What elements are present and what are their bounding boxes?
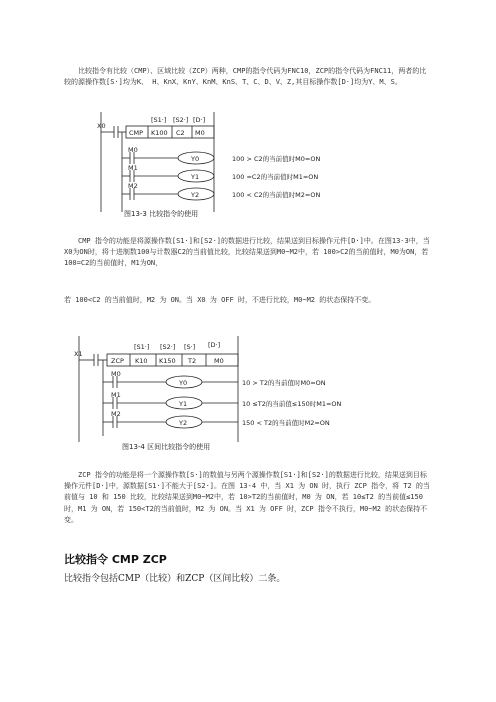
instr-k10: K10 — [135, 357, 148, 365]
instr-t2: T2 — [188, 357, 197, 365]
coil-y0-zcp: Y0 — [179, 379, 188, 387]
s2-label: [S2·] — [173, 116, 189, 124]
coil-y0: Y0 — [191, 155, 200, 163]
contact-m1-zcp: M1 — [111, 391, 121, 399]
coil-y1-zcp: Y1 — [179, 400, 188, 408]
s2-label-zcp: [S2·] — [160, 343, 176, 351]
contact-m2: M2 — [128, 182, 138, 190]
contact-m0: M0 — [128, 146, 138, 154]
s-label-zcp: [S·] — [184, 343, 196, 351]
instr-cmp: CMP — [129, 129, 144, 137]
instr-zcp: ZCP — [111, 357, 124, 365]
figure-caption: 图13-3 比较指令的使用 — [124, 210, 199, 218]
contact-m2-zcp: M2 — [111, 410, 121, 418]
instr-c2: C2 — [176, 129, 185, 137]
figure-caption-zcp: 图13-4 区间比较指令的使用 — [122, 443, 211, 451]
note-2: 100 =C2的当前值时M1=ON — [232, 173, 319, 181]
input-x1: X1 — [74, 350, 83, 358]
cmp-paragraph: CMP 指令的功能是将源操作数[S1·]和[S2·]的数据进行比较，结果送到目标操作元件[D·]中。在图13-3中，当X0为ON时，将十进制数100与计数器C2的当前值比较，比较结果送到M0~M2中，若 100>C2的当前值时，M0为ON，若 100=C2的当前值时，M1为ON， — [64, 237, 430, 268]
input-x0: X0 — [97, 122, 106, 130]
instr-m0: M0 — [195, 129, 205, 137]
instr-m0-zcp: M0 — [214, 357, 224, 365]
note-zcp-1: 10 > T2的当前值时M0=ON — [242, 379, 326, 387]
contact-m1: M1 — [128, 164, 138, 172]
coil-y1: Y1 — [191, 173, 200, 181]
contact-m0-zcp: M0 — [111, 370, 121, 378]
note-zcp-3: 150 < T2的当前值时M2=ON — [242, 419, 330, 427]
s1-label-zcp: [S1·] — [134, 343, 150, 351]
ladder-diagram-zcp — [74, 336, 374, 454]
coil-y2: Y2 — [191, 191, 200, 199]
intro-paragraph: 比较指令有比较（CMP）、区域比较（ZCP）两种，CMP的指令代码为FNC10，ZCP的指令代码为FNC11，两者的比较的源操作数[S·]均为K、 H、KnX、KnY、KnM、KnS、T、C、D、V、Z,其目标操作数[D·]均为Y、M、S。 — [64, 67, 427, 87]
s1-label: [S1·] — [151, 116, 167, 124]
section-body: 比较指令包括CMP（比较）和ZCP（区间比较）二条。 — [64, 574, 286, 584]
zcp-paragraph: ZCP 指令的功能是将一个源操作数[S·]的数值与另两个源操作数[S1·]和[S2·]的数据进行比较，结果送到目标操作元件[D·]中，源数据[S1·]不能大于[S2·]。在图 13-4 中，当 X1 为 ON 时，执行 ZCP 指令，将 T2 的当前值与 10 和 150 比较，比较结果送到M0~M2中，若 10>T2的当前值时，M0 为 ON，若 10≤T2 的当前值≤150 时，M1 为 ON，若 150<T2的当前值时，M2 为 ON。当 X1 为 OFF 时，ZCP 指令不执行，M0~M2 的状态保持不变。 — [64, 471, 430, 524]
note-3: 100 < C2的当前值时M2=ON — [232, 191, 321, 199]
note-zcp-2: 10 ≤T2的当前值≤150时M1=ON — [242, 400, 342, 408]
d-label: [D·] — [193, 116, 206, 124]
coil-y2-zcp: Y2 — [179, 419, 188, 427]
d-label-zcp: [D·] — [208, 341, 221, 349]
cmp-paragraph-cont: 若 100<C2 的当前值时，M2 为 ON。当 X0 为 OFF 时，不进行比较，M0~M2 的状态保持不变。 — [64, 296, 376, 304]
instr-k100: K100 — [151, 129, 168, 137]
instr-k150: K150 — [159, 357, 176, 365]
ladder-diagram-cmp — [92, 112, 362, 222]
section-heading: 比较指令 CMP ZCP — [64, 553, 167, 566]
note-1: 100 > C2的当前值时M0=ON — [232, 155, 321, 163]
